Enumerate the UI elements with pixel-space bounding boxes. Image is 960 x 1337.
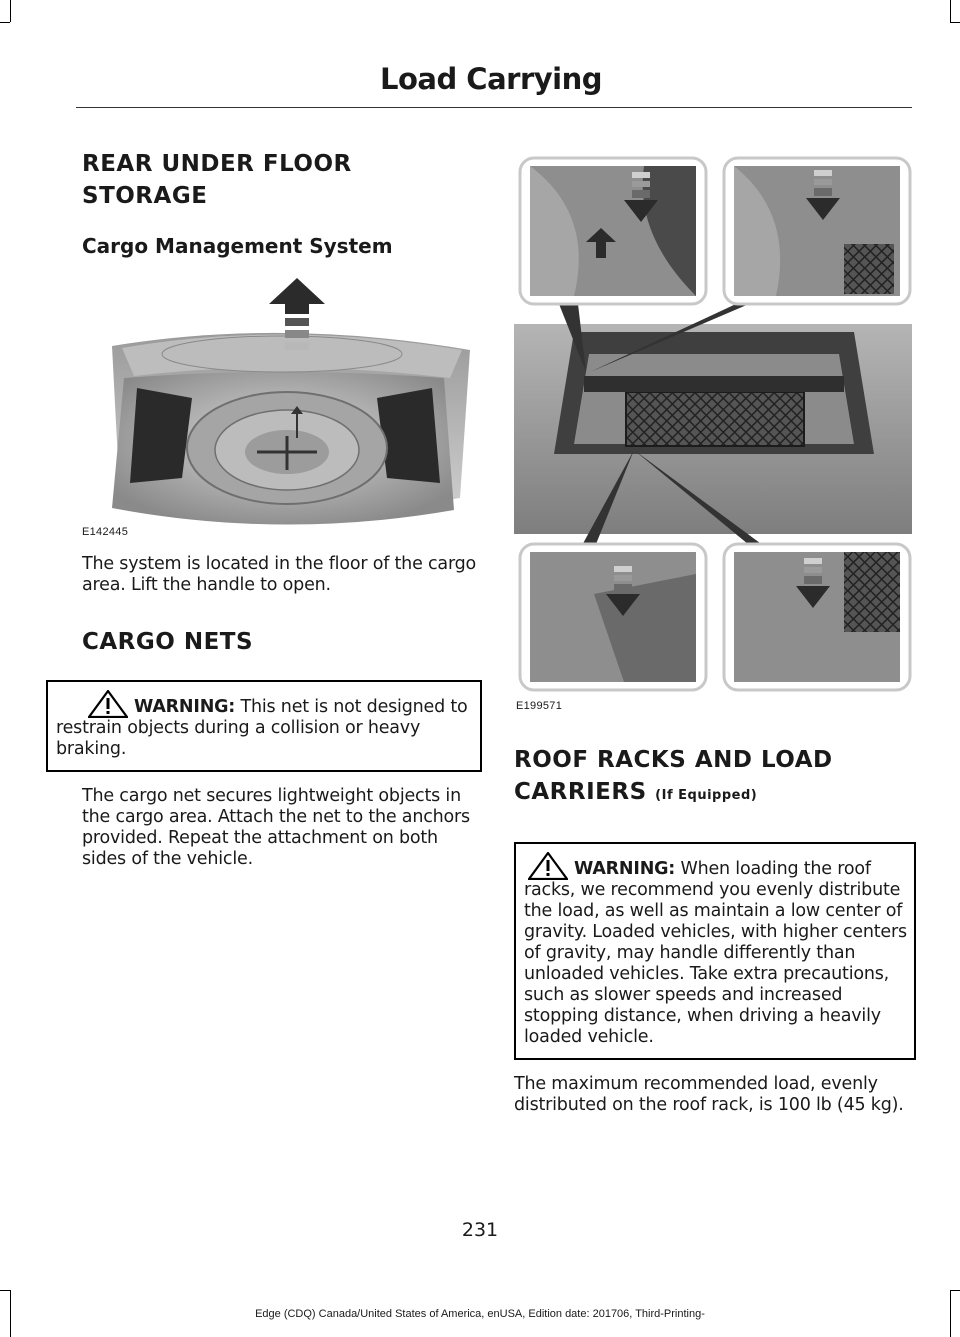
up-arrow-icon [269, 278, 325, 352]
section-title-line: STORAGE [82, 183, 208, 209]
page-title: Load Carrying [379, 62, 602, 96]
warning-keyword: WARNING: [574, 859, 676, 879]
warning-box [514, 842, 916, 1060]
edition-footer: Edge (CDQ) Canada/United States of America, enUSA, Edition date: 201706, Third-Printing- [255, 1308, 705, 1320]
warning-triangle-icon [528, 852, 568, 880]
right-column [514, 140, 916, 1116]
if-equipped-note: (If Equipped) [655, 788, 758, 803]
warning-triangle-icon [88, 690, 128, 718]
subheading-cargo-management: Cargo Management System [82, 234, 393, 258]
warning-text: This net is not designed to restrain objects during a collision or heavy braking. [56, 697, 468, 759]
cargo-net-illustration [514, 154, 912, 714]
crop-mark [950, 1290, 960, 1291]
figure-cargo-net [514, 154, 912, 714]
section-title-line: ROOF RACKS AND LOAD [514, 747, 833, 773]
crop-mark [950, 22, 960, 23]
paragraph: The system is located in the floor of the cargo area. Lift the handle to open. [82, 554, 477, 595]
page-header [76, 60, 912, 108]
warning-keyword: WARNING: [134, 697, 236, 717]
crop-mark [0, 1290, 10, 1291]
down-arrow-icon [796, 558, 830, 608]
page-number: 231 [461, 1219, 499, 1241]
figure-cargo-floor [82, 278, 482, 540]
paragraph: The cargo net secures lightweight objects in the cargo area. Attach the net to the anchors provided. Repeat the attachment on both sides of the vehicle. [82, 786, 470, 869]
crop-mark [10, 0, 11, 22]
crop-mark [950, 0, 951, 22]
section-title-line: CARRIERS [514, 779, 647, 805]
section-title-roof-racks [514, 744, 916, 812]
warning-text: When loading the roof racks, we recommend you evenly distribute the load, as well as maintain a low center of gravity. Loaded vehicles, with higher centers of gravity, may handle differently than unloaded vehicles. Take extra precautions, such as slower speeds and increased stopping distance, when driving a heavily loaded vehicle. [524, 859, 907, 1047]
figure-code: E199571 [516, 700, 563, 712]
warning-box [46, 680, 482, 772]
crop-mark [0, 22, 10, 23]
paragraph: The maximum recommended load, evenly distributed on the roof rack, is 100 lb (45 kg). [514, 1074, 904, 1115]
down-arrow-icon [624, 172, 658, 222]
up-arrow-icon [586, 228, 616, 258]
down-arrow-icon [806, 170, 840, 220]
section-title-rear-under-floor [82, 148, 482, 212]
down-arrow-icon [606, 566, 640, 616]
section-title-cargo-nets: CARGO NETS [82, 629, 254, 655]
left-column [56, 140, 482, 870]
figure-code: E142445 [82, 526, 129, 538]
section-title-line: REAR UNDER FLOOR [82, 151, 352, 177]
